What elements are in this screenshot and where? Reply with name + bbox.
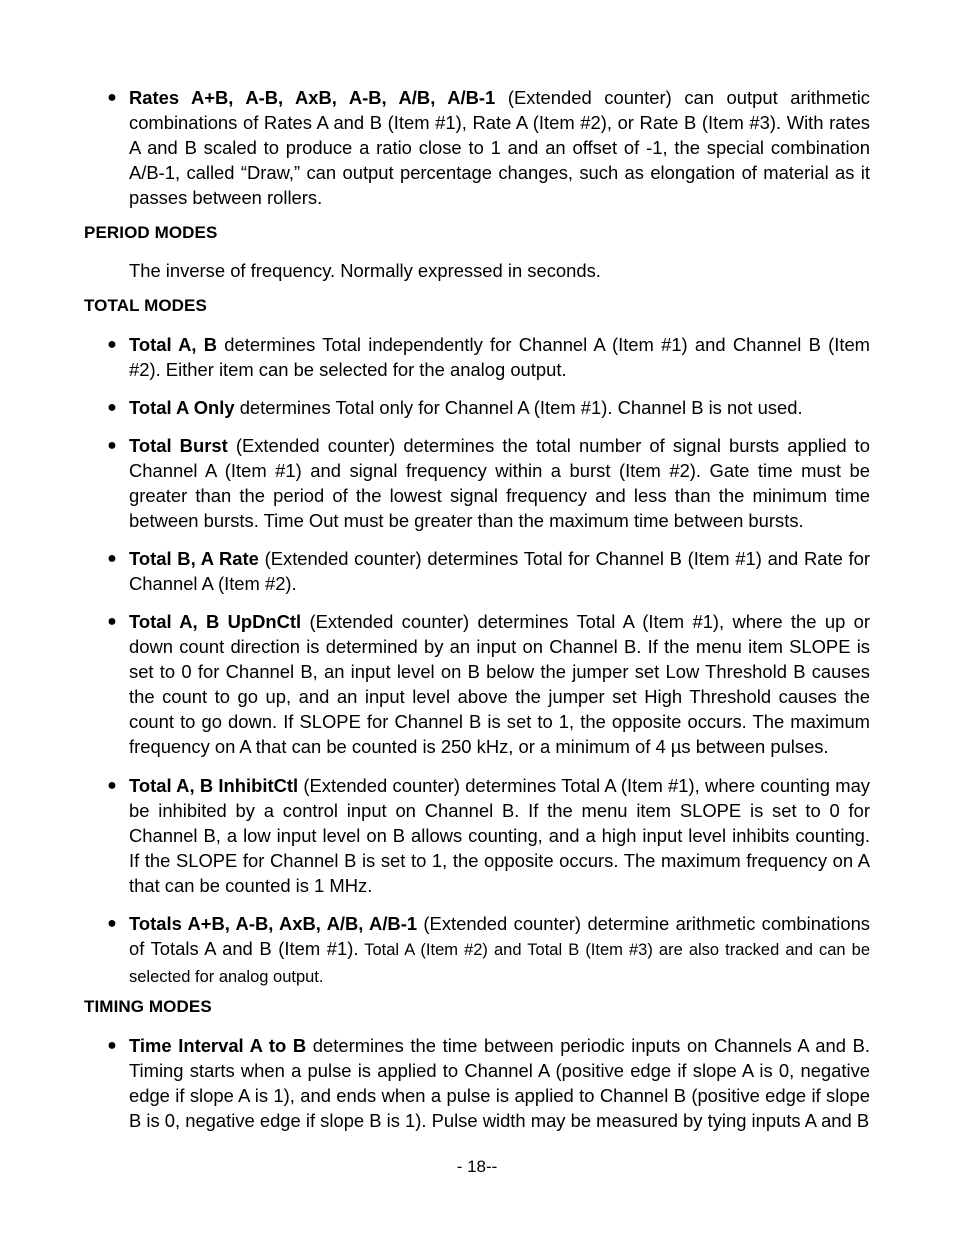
- item-description: determines Total only for Channel A (Item #1). Channel B is not used.: [234, 397, 803, 418]
- list-item-time-interval: [107, 1033, 870, 1133]
- item-description-tail: Total A (Item #2) and Total B (Item #3) are also tracked and can be selected for analog output.: [129, 941, 870, 986]
- item-description: (Extended counter) can output arithmetic combinations of Rates A and B (Item #1), Rate A (Item #2), or Rate B (Item #3). With rates A and B scaled to produce a ratio close to 1 and an offset of -1, the special combination A/B-1, called “Draw,” can output percentage changes, such as elongation of material as it passes between rollers.: [129, 87, 870, 208]
- bullet-icon: ●: [107, 89, 117, 106]
- item-term: Total Burst: [129, 435, 228, 456]
- list-item-total-a-b: [107, 332, 870, 382]
- period-description: The inverse of frequency. Normally expressed in seconds.: [129, 260, 601, 281]
- item-term: Rates A+B, A-B, AxB, A-B, A/B, A/B-1: [129, 87, 496, 108]
- list-item-totals-arithmetic: [107, 911, 871, 990]
- bullet-icon: ●: [107, 399, 117, 416]
- bullet-icon: ●: [107, 336, 117, 353]
- section-heading-total: TOTAL MODES: [84, 296, 207, 315]
- bullet-icon: ●: [107, 437, 117, 454]
- bullet-icon: ●: [107, 550, 117, 567]
- section-heading-timing: TIMING MODES: [84, 997, 212, 1016]
- list-item-total-b-a-rate: [107, 546, 870, 596]
- bullet-icon: ●: [107, 1037, 117, 1054]
- item-description: (Extended counter) determines Total A (Item #1), where counting may be inhibited by a control input on Channel B. If the menu item SLOPE is set to 0 for Channel B, a low input level on B allows counting, and a high input level inhibits counting. If the SLOPE for Channel B is set to 1, the opposite occurs. The maximum frequency on A that can be counted is 1 MHz.: [129, 775, 870, 896]
- list-item-total-a-only: [107, 395, 870, 420]
- item-term: Time Interval A to B: [129, 1035, 307, 1056]
- item-term: Total A, B InhibitCtl: [129, 775, 299, 796]
- bullet-icon: ●: [107, 613, 117, 630]
- item-term: Total A, B: [129, 334, 218, 355]
- item-term: Total B, A Rate: [129, 548, 259, 569]
- bullet-icon: ●: [107, 777, 117, 794]
- item-description: determines Total independently for Channel A (Item #1) and Channel B (Item #2). Either item can be selected for the analog output.: [129, 334, 870, 380]
- section-heading-period: PERIOD MODES: [84, 223, 218, 242]
- page-number: - 18--: [456, 1157, 498, 1176]
- item-description: (Extended counter) determine arithmetic combinations of Totals A and B (Item #1).: [129, 913, 871, 959]
- item-term: Total A Only: [129, 397, 235, 418]
- list-item-total-burst: [107, 433, 870, 533]
- item-description: determines the time between periodic inputs on Channels A and B. Timing starts when a pulse is applied to Channel A (positive edge if slope A is 0, negative edge if slope A is 1), and ends when a pulse is applied to Channel B (positive edge if slope B is 0, negative edge if slope B is 1). Pulse width may be measured by tying inputs A and B: [129, 1035, 870, 1131]
- list-item-total-updnctl: [107, 609, 870, 759]
- list-item-rates: [107, 85, 870, 210]
- item-term: Totals A+B, A-B, AxB, A/B, A/B-1: [129, 913, 418, 934]
- item-description: (Extended counter) determines the total number of signal bursts applied to Channel A (Item #1) and signal frequency within a burst (Item #2). Gate time must be greater than the period of the lowest signal frequency and less than the minimum time between bursts. Time Out must be greater than the maximum time between bursts.: [129, 435, 870, 531]
- list-item-total-inhibitctl: [107, 773, 870, 898]
- item-description: (Extended counter) determines Total for Channel B (Item #1) and Rate for Channel A (Item #2).: [129, 548, 870, 594]
- item-term: Total A, B UpDnCtl: [129, 611, 302, 632]
- item-description: (Extended counter) determines Total A (Item #1), where the up or down count direction is determined by an input on Channel B. If the menu item SLOPE is set to 0 for Channel B, an input level on B below the jumper set Low Threshold B causes the count to go up, and an input level above the jumper set High Threshold causes the count to go down. If SLOPE for Channel B is set to 1, the opposite occurs. The maximum frequency on A that can be counted is 250 kHz, or a minimum of 4 µs between pulses.: [129, 611, 870, 757]
- bullet-icon: ●: [107, 915, 117, 932]
